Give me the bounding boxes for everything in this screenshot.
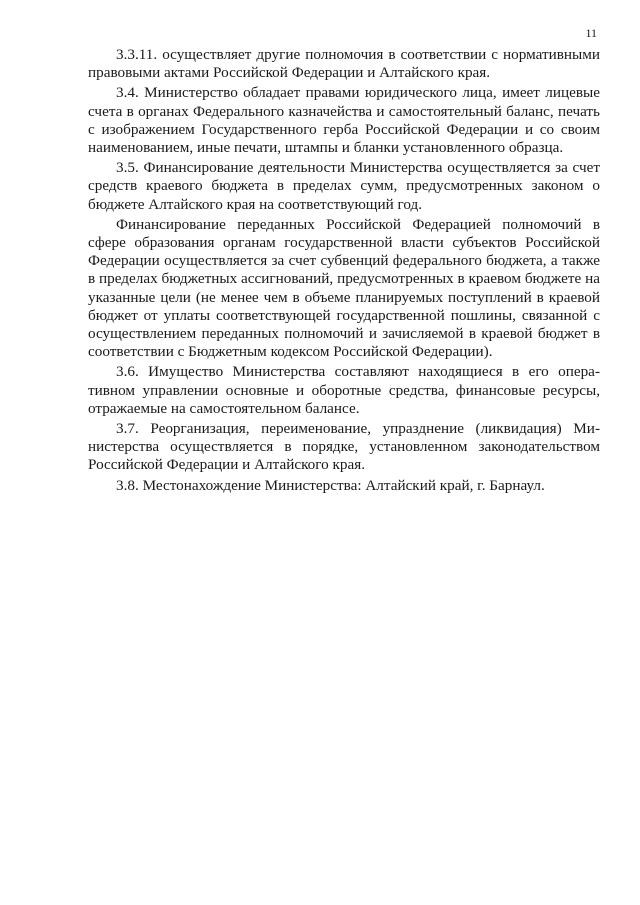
paragraph-3-3-11: 3.3.11. осуществляет другие полномочия в соответствии с нормативными правовыми актами Российской Федерации и Алтайского края. xyxy=(88,46,600,82)
paragraph-3-7: 3.7. Реорганизация, переименование, упразднение (ликвидация) Министерства осуществляется в порядке, установленном законодательством Российской Федерации и Алтайского края. xyxy=(88,420,600,474)
document-body xyxy=(88,46,600,495)
paragraph-3-4: 3.4. Министерство обладает правами юридического лица, имеет лицевые счета в органах Федерального казначейства и самостоятельный баланс, печать с изображением Государственного герба Российской Федерации и со своим наименованием, иные печати, штампы и бланки установленного образца. xyxy=(88,84,600,157)
paragraph-3-6: 3.6. Имущество Министерства составляют находящиеся в его оперативном управлении основные и оборотные средства, финансовые ресурсы, отражаемые на самостоятельном балансе. xyxy=(88,363,600,417)
paragraph-3-5: 3.5. Финансирование деятельности Министерства осуществляется за счет средств краевого бюджета в пределах сумм, предусмотренных законом о бюджете Алтайского края на соответствующий год. xyxy=(88,159,600,213)
page-number: 11 xyxy=(585,26,597,40)
paragraph-3-5-continued: Финансирование переданных Российской Федерацией полномочий в сфере образования органам государственной власти субъектов Российской Федерации осуществляется за счет субвенций федерального бюджета, а также в пределах бюджетных ассигнований, предусмотренных в краевом бюджете на указанные цели (не менее чем в объеме планируемых поступлений в краевой бюджет от уплаты соответствующей государственной пошлины, связанной с осуществлением переданных полномочий и зачисляемой в краевой бюджет в соответствии с Бюджетным кодексом Российской Федерации). xyxy=(88,215,600,361)
paragraph-3-8: 3.8. Местонахождение Министерства: Алтайский край, г. Барнаул. xyxy=(116,476,545,494)
